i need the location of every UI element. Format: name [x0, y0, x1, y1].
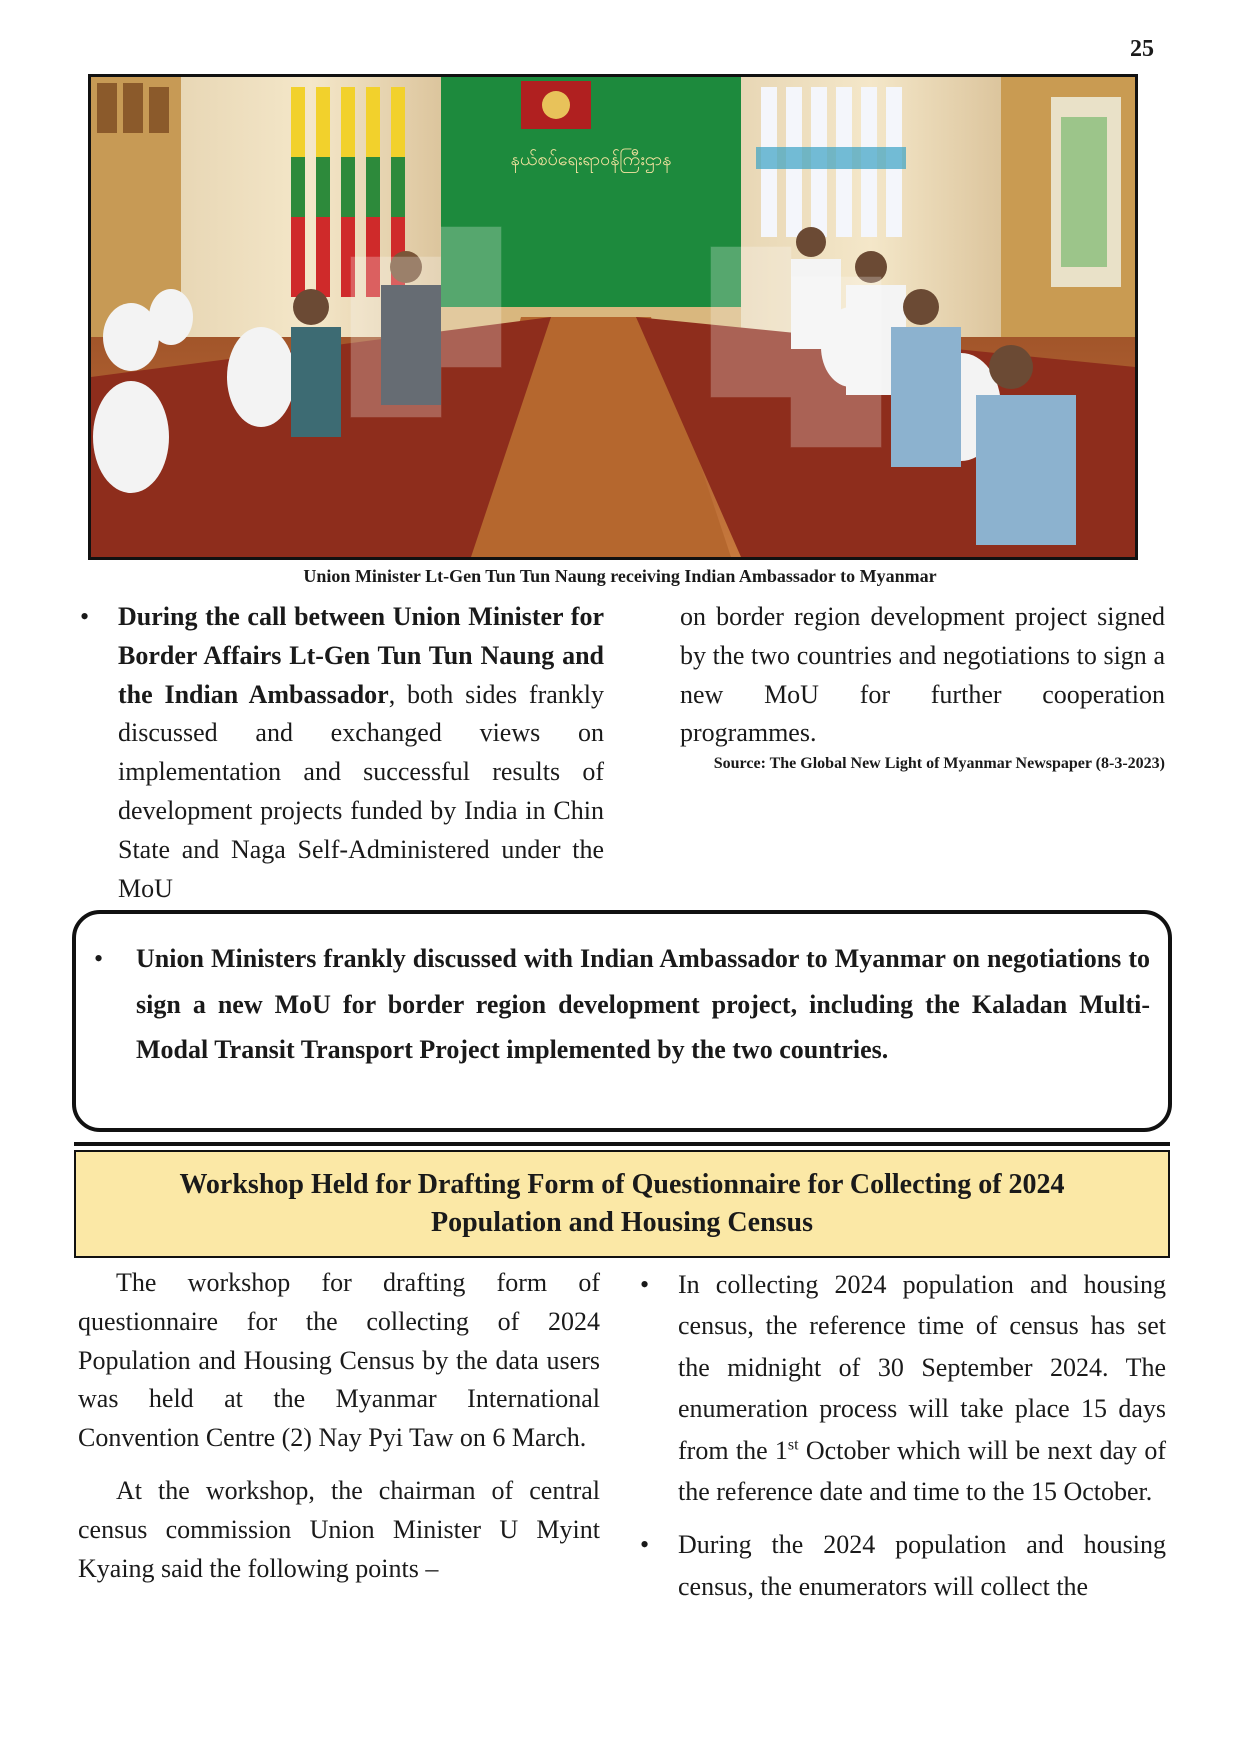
article1-continuation: on border region development project signed by the two countries and negotiations to sign a new MoU for further cooperation programmes. [680, 602, 1165, 748]
article2-bullet-2: • During the 2024 population and housing census, the enumerators will collect the [640, 1524, 1166, 1607]
article1-bullet-rest: , both sides frankly discussed and exchanged views on implementation and successful results of development projects funded by India in Chin State and Naga Self-Administered under the MoU [118, 679, 605, 903]
article2-left-column [78, 1264, 600, 1588]
article2-title [74, 1150, 1170, 1258]
article2-bullet-1-text-end: October which will be next day of the reference date and time to the 15 October. [678, 1435, 1166, 1507]
article2-title-line1: Workshop Held for Drafting Form of Questionnaire for Collecting of 2024 [179, 1169, 1065, 1200]
divider-rule [74, 1142, 1170, 1146]
article2-title-line2: Population and Housing Census [430, 1207, 814, 1238]
article2-bullet-1-text: In collecting 2024 population and housing census, the reference time of census has set the midnight of 30 September 2024. The enumeration process will take place 15 days from the 1 [678, 1270, 1166, 1465]
article1-bullet [84, 598, 604, 908]
photo-caption: Union Minister Lt-Gen Tun Tun Naung receiving Indian Ambassador to Myanmar [303, 566, 937, 586]
highlight-box [72, 910, 1172, 1132]
highlight-text: • Union Ministers frankly discussed with Indian Ambassador to Myanmar on negotiations to sign a new MoU for border region development project, including the Kaladan Multi-Modal Transit Transport Project implemented by the two countries. [94, 936, 1150, 1073]
banner-text: နယ်စပ်ရေးရာဝန်ကြီးဌာန [510, 149, 672, 170]
article2-right-column [640, 1264, 1166, 1607]
article1-bullet-bold: During the call between Union Minister for Border Affairs Lt-Gen Tun Tun Naung and the Indian Ambassador [118, 602, 604, 709]
article1-source: Source: The Global New Light of Myanmar Newspaper (8-3-2023) [713, 755, 1165, 773]
article1-left-column [84, 598, 604, 908]
article2-paragraph-2: At the workshop, the chairman of central census commission Union Minister U Myint Kyaing said the following points – [78, 1475, 600, 1583]
article1-right-column [680, 598, 1165, 775]
page-number: 25 [1130, 36, 1154, 62]
meeting-photo [88, 74, 1138, 560]
article2-bullet-1-sup: st [787, 1435, 799, 1453]
article2-bullet-1 [640, 1264, 1166, 1512]
article2-paragraph-1: The workshop for drafting form of questionnaire for the collecting of 2024 Population and Housing Census by the data users was held at the Myanmar International Convention Centre (2) Nay Pyi Taw on 6 March. [78, 1268, 600, 1453]
